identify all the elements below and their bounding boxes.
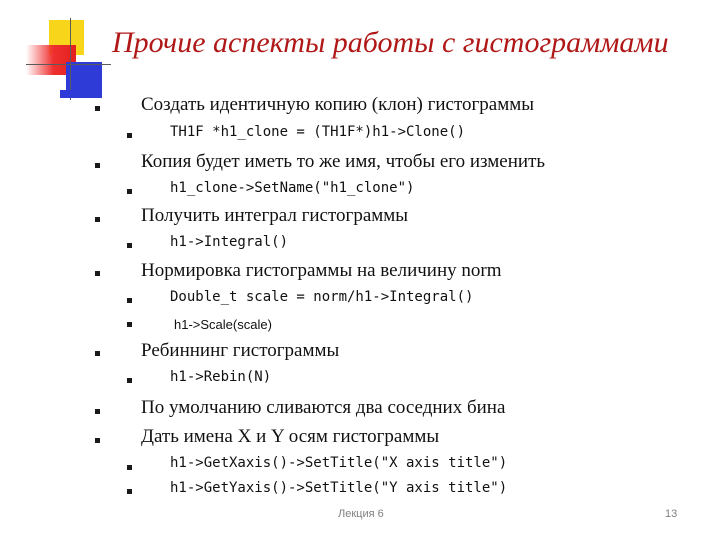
code-line: h1_clone->SetName("h1_clone") xyxy=(170,180,415,196)
decor-blue-tick xyxy=(60,90,76,98)
bullet-icon xyxy=(95,163,100,168)
bullet-icon xyxy=(127,243,132,248)
bullet-icon xyxy=(127,133,132,138)
list-item: Нормировка гистограммы на величину norm xyxy=(141,260,502,281)
list-item: Копия будет иметь то же имя, чтобы его изменить xyxy=(141,151,546,172)
decor-horizontal-line xyxy=(26,64,111,65)
page-number: 13 xyxy=(665,508,678,520)
code-line: Double_t scale = norm/h1->Integral() xyxy=(170,289,474,305)
code-line: h1->Scale(scale) xyxy=(174,317,272,332)
decor-vertical-line xyxy=(70,18,71,100)
list-item: Получить интеграл гистограммы xyxy=(141,205,409,226)
bullet-icon xyxy=(95,351,100,356)
bullet-icon xyxy=(127,322,132,327)
slide-title: Прочие аспекты работы с гистограммами xyxy=(112,26,669,59)
bullet-icon xyxy=(127,378,132,383)
code-line: h1->GetXaxis()->SetTitle("X axis title") xyxy=(170,455,508,471)
bullet-icon xyxy=(127,489,132,494)
code-line: h1->GetYaxis()->SetTitle("Y axis title") xyxy=(170,480,508,496)
code-line: h1->Integral() xyxy=(170,234,289,250)
list-item: Дать имена X и Y осям гистограммы xyxy=(141,426,440,447)
bullet-icon xyxy=(127,465,132,470)
footer-label: Лекция 6 xyxy=(338,508,384,520)
code-line: h1->Rebin(N) xyxy=(170,369,272,385)
list-item: Ребиннинг гистограммы xyxy=(141,340,340,361)
bullet-icon xyxy=(127,189,132,194)
bullet-icon xyxy=(95,409,100,414)
bullet-icon xyxy=(95,271,100,276)
code-line: TH1F *h1_clone = (TH1F*)h1->Clone() xyxy=(170,124,466,140)
list-item: По умолчанию сливаются два соседних бина xyxy=(141,397,506,418)
bullet-icon xyxy=(95,438,100,443)
list-item: Создать идентичную копию (клон) гистограммы xyxy=(141,94,535,115)
bullet-icon xyxy=(95,106,100,111)
bullet-icon xyxy=(127,298,132,303)
bullet-icon xyxy=(95,217,100,222)
